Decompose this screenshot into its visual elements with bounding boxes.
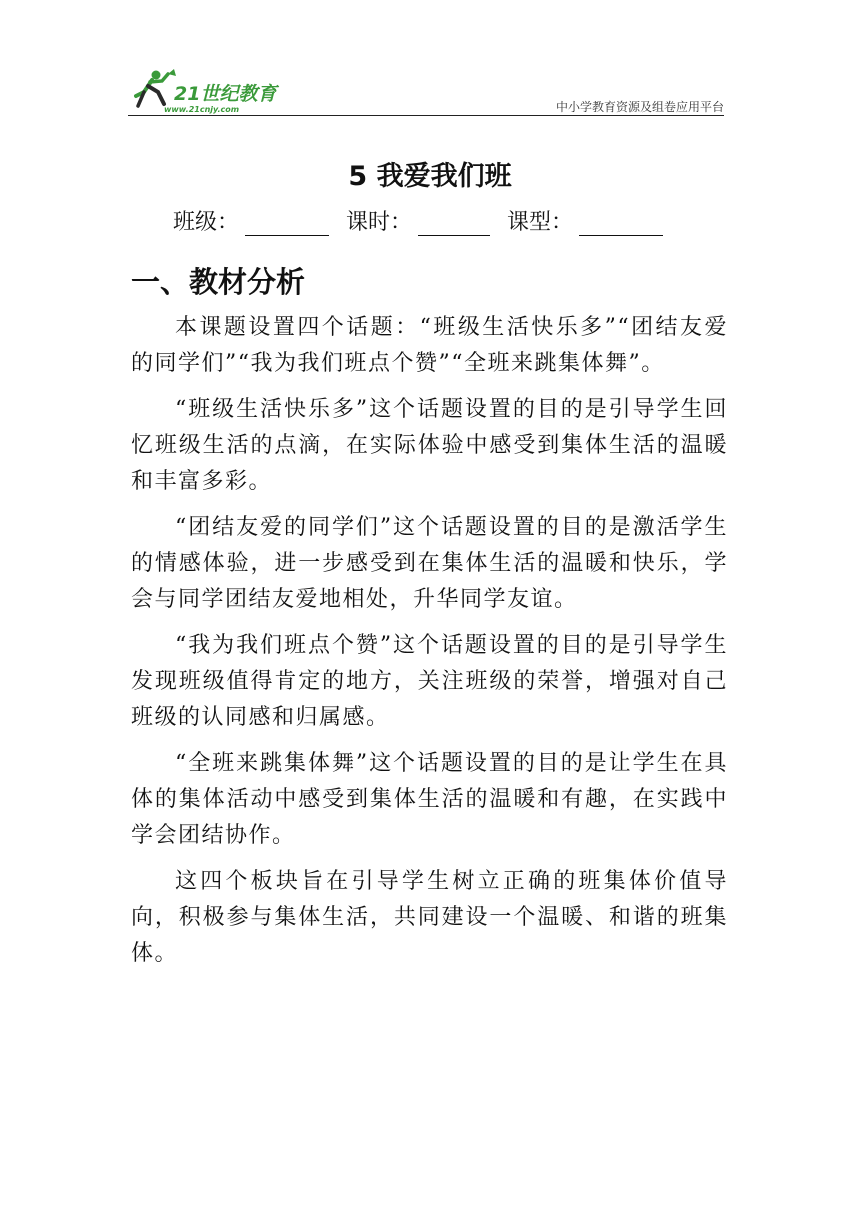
logo-text: 21世纪教育 — [174, 83, 277, 105]
runner-icon — [136, 69, 176, 106]
page-title: 5 我爱我们班 — [348, 161, 512, 192]
header-divider — [128, 115, 724, 116]
class-field — [173, 205, 329, 236]
site-slogan: 中小学教育资源及组卷应用平台 — [555, 100, 724, 114]
paragraph: 这四个板块旨在引导学生树立正确的班集体价值导向，积极参与集体生活，共同建设一个温暖、和谐的班集体。 — [131, 869, 728, 966]
period-field — [346, 205, 490, 236]
paragraph: “班级生活快乐多”这个话题设置的目的是引导学生回忆班级生活的点滴，在实际体验中感受到集体生活的温暖和丰富多彩。 — [131, 397, 728, 494]
type-field — [507, 205, 663, 236]
class-label: 班级： — [173, 210, 240, 235]
section-body — [131, 310, 728, 982]
paragraph: “我为我们班点个赞”这个话题设置的目的是引导学生发现班级值得肯定的地方，关注班级的荣誉，增强对自己班级的认同感和归属感。 — [131, 633, 728, 730]
site-logo — [128, 66, 298, 116]
type-label: 课型： — [507, 210, 574, 235]
period-label: 课时： — [346, 210, 413, 235]
paragraph: “团结友爱的同学们”这个话题设置的目的是激活学生的情感体验，进一步感受到在集体生活的温暖和快乐，学会与同学团结友爱地相处，升华同学友谊。 — [131, 515, 728, 612]
paragraph: “全班来跳集体舞”这个话题设置的目的是让学生在具体的集体活动中感受到集体生活的温暖和有趣，在实践中学会团结协作。 — [131, 751, 728, 848]
lesson-meta-row — [173, 205, 673, 236]
page-header — [128, 66, 724, 116]
type-blank — [579, 211, 663, 236]
section-heading: 一、教材分析 — [131, 265, 306, 299]
class-blank — [245, 211, 329, 236]
paragraph: 本课题设置四个话题：“班级生活快乐多”“团结友爱的同学们”“我为我们班点个赞”“全班来跳集体舞”。 — [131, 315, 728, 376]
period-blank — [418, 211, 490, 236]
logo-url: www.21cnjy.com — [164, 105, 240, 114]
